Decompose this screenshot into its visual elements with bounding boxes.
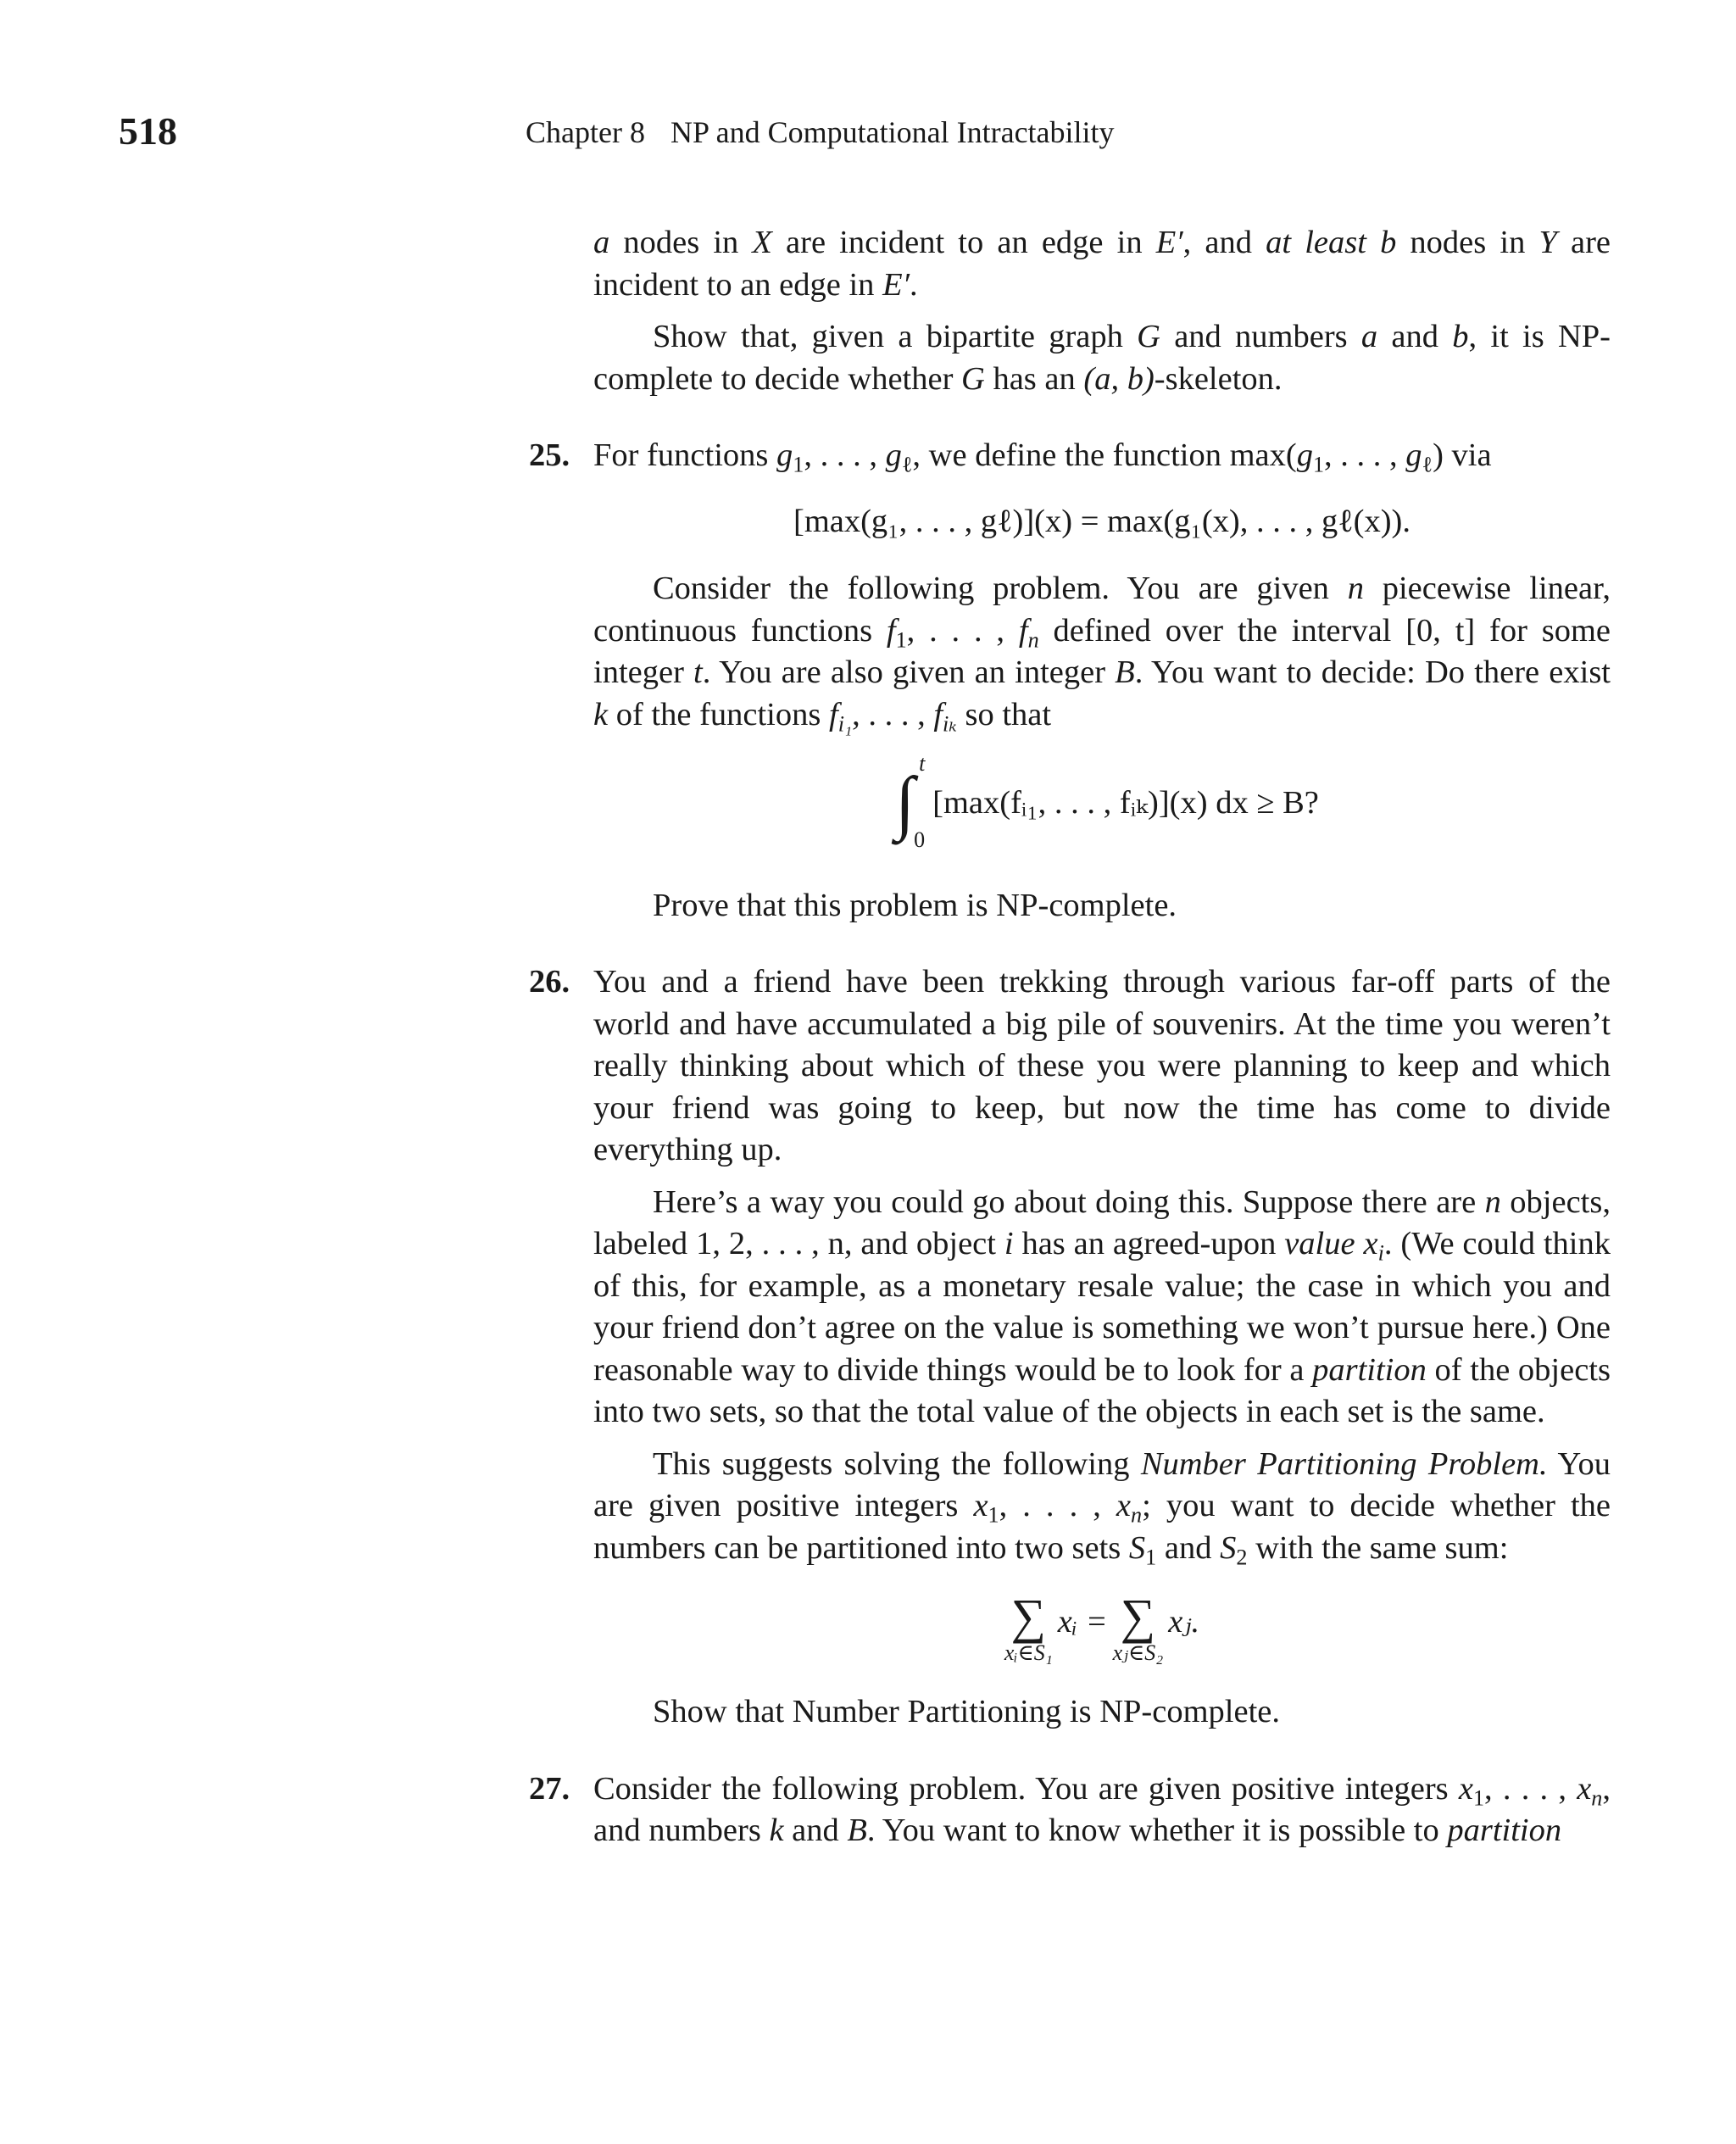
subscript: 1 — [1312, 452, 1325, 477]
text-run: nodes in — [1396, 225, 1539, 260]
var-g: g — [776, 437, 793, 473]
subscript: n — [1131, 1502, 1143, 1528]
text-run: , . . . , — [1324, 437, 1406, 473]
subscript: 1 — [895, 626, 907, 652]
text-run: has an — [984, 360, 1084, 397]
text-run: Show that, given a bipartite graph — [653, 319, 1138, 354]
subscript: 1 — [793, 452, 804, 477]
text-run: , . . . , — [1484, 1770, 1577, 1807]
emphasis-at-least: at least — [1266, 225, 1366, 260]
exercise-26 — [529, 961, 1611, 1734]
subscript: iₖ — [943, 710, 957, 736]
text-run: , . . . , — [906, 612, 1019, 649]
pair-a-b: (a, b) — [1083, 360, 1155, 397]
var-k: k — [593, 696, 609, 732]
text-run: and — [783, 1813, 848, 1848]
text-run: nodes in — [609, 225, 753, 260]
sum-expression — [1004, 1589, 1200, 1666]
text-run: and — [1377, 319, 1453, 354]
text-run: defined over the interval — [1038, 612, 1406, 649]
text-run: , . . . , — [804, 437, 886, 473]
chapter-label: Chapter 8 — [526, 115, 645, 149]
var-B: B — [1115, 654, 1135, 690]
integral-equation — [593, 751, 1611, 860]
text-run: so that — [956, 696, 1052, 732]
exercise-25 — [529, 435, 1611, 927]
emphasis-partition: partition — [1312, 1351, 1427, 1388]
text-run: . You want to know whether it is possible to — [866, 1813, 1448, 1848]
integral-expression — [885, 751, 1319, 852]
continuation-paragraph — [593, 222, 1611, 306]
var-S: S — [1128, 1529, 1146, 1566]
var-X: X — [752, 225, 772, 260]
text-run — [1355, 1226, 1364, 1261]
exercise-25-intro — [593, 435, 1611, 477]
var-a: a — [1360, 319, 1378, 354]
var-S: S — [1220, 1529, 1237, 1566]
text-run: , it is NP-complete to decide whether — [593, 319, 1611, 397]
text-run: Consider the following problem. You are given — [653, 571, 1348, 606]
text-run: are incident to an edge in — [593, 225, 1611, 303]
emphasis-partition: partition — [1447, 1813, 1562, 1848]
page-number: 518 — [119, 109, 177, 153]
text-run: Here’s a way you could go about doing this. Suppose there are — [653, 1183, 1485, 1220]
text-run: for some integer — [593, 612, 1611, 690]
emphasis-number-partitioning: Number Partitioning Problem. — [1140, 1445, 1548, 1482]
text-run: , and numbers — [593, 1770, 1611, 1848]
var-x: x — [1363, 1226, 1378, 1261]
sum-right-index: xⱼ∈S₂ — [1112, 1640, 1164, 1665]
text-run: . You are also given an integer — [702, 654, 1116, 690]
text-run: You are given positive integers — [593, 1445, 1611, 1523]
var-g: g — [1405, 437, 1422, 473]
text-run: ) via — [1433, 437, 1492, 473]
subscript: n — [1591, 1785, 1603, 1810]
text-run: and numbers — [1160, 319, 1361, 354]
text-run: , we define the function max( — [912, 437, 1297, 473]
text-run: , . . . , — [852, 696, 934, 732]
var-n: n — [1347, 571, 1364, 606]
exercise-number: 27. — [529, 1770, 570, 1807]
text-run: For functions — [593, 437, 777, 473]
subscript: n — [1027, 626, 1039, 652]
integral-lower-limit: 0 — [914, 827, 926, 852]
exercise-26-paragraph-2 — [593, 1182, 1611, 1434]
var-f: f — [933, 696, 943, 732]
var-n: n — [1484, 1183, 1501, 1220]
subscript: i₁ — [837, 710, 853, 736]
exercise-25-problem — [593, 568, 1611, 736]
var-x: x — [1577, 1770, 1592, 1807]
max-definition-equation: [max(g₁, . . . , gℓ)](x) = max(g₁(x), . . . , gℓ(x)). — [793, 503, 1410, 539]
var-x: x — [1458, 1770, 1473, 1807]
integral-body: [max(fᵢ₁, . . . , fᵢₖ)](x) dx ≥ B? — [932, 785, 1319, 821]
text-run: . (We could think of this, for example, as a monetary resale value; the case in which you and your friend don’t agree on the value is something we won’t pursue here.) One reasonable way to divide things would be to look for a — [593, 1226, 1611, 1388]
var-g: g — [1296, 437, 1313, 473]
var-x: x — [1116, 1488, 1131, 1523]
text-run: with the same sum: — [1247, 1529, 1509, 1566]
integral-upper-limit: t — [919, 751, 926, 776]
exercise-27-paragraph — [593, 1768, 1611, 1852]
text-run: . You want to decide: Do there exist — [1134, 654, 1611, 690]
exercise-27 — [529, 1768, 1611, 1852]
subscript: 1 — [1145, 1544, 1157, 1569]
text-run: has an agreed-upon — [1013, 1226, 1285, 1261]
text-run: , and object — [843, 1226, 1004, 1261]
sum-left — [1004, 1589, 1053, 1666]
text-run: -skeleton. — [1154, 360, 1283, 397]
exercise-26-task: Show that Number Partitioning is NP-complete. — [653, 1694, 1280, 1729]
skeleton-question-paragraph — [593, 316, 1611, 400]
exercise-26-paragraph-1: You and a friend have been trekking through various far-off parts of the world and have accumulated a big pile of souvenirs. At the time you weren’t really thinking about which of these you were planning to keep and which your friend was going to keep, but now the time has come to divide everything up. — [593, 964, 1611, 1167]
sum-left-index: xᵢ∈S₁ — [1004, 1640, 1053, 1665]
subscript: 1 — [1472, 1785, 1485, 1810]
subscript: 1 — [988, 1502, 999, 1528]
var-x: x — [973, 1488, 988, 1523]
var-g: g — [885, 437, 902, 473]
exercise-25-task: Prove that this problem is NP-complete. — [653, 887, 1177, 923]
emphasis-value: value — [1284, 1226, 1355, 1261]
text-run: , . . . , — [999, 1488, 1116, 1523]
text-run: , and — [1182, 225, 1266, 260]
var-G: G — [961, 360, 985, 397]
text-run — [1366, 225, 1380, 260]
subscript: i — [1377, 1240, 1384, 1266]
text-run: objects, labeled — [593, 1183, 1611, 1261]
page-body — [529, 222, 1611, 1852]
label-list: 1, 2, . . . , n — [696, 1226, 844, 1261]
var-E-prime: E′ — [882, 266, 910, 303]
subscript: ℓ — [1422, 452, 1433, 477]
var-b: b — [1380, 225, 1397, 260]
var-Y: Y — [1538, 225, 1557, 260]
var-k: k — [769, 1813, 784, 1848]
var-B: B — [847, 1813, 867, 1848]
sum-right — [1112, 1589, 1164, 1666]
running-head — [526, 117, 1115, 148]
var-G: G — [1137, 319, 1160, 354]
text-run: Consider the following problem. You are given positive integers — [593, 1770, 1459, 1807]
var-f: f — [886, 612, 896, 649]
var-E-prime: E′ — [1155, 225, 1183, 260]
text-run: of the functions — [608, 696, 829, 732]
sum-left-term: xᵢ = — [1057, 1604, 1108, 1640]
var-a: a — [593, 225, 610, 260]
partition-sum-equation — [593, 1589, 1611, 1666]
sigma-symbol: ∑ — [1010, 1589, 1046, 1644]
text-run: are incident to an edge in — [771, 225, 1156, 260]
exercise-number: 25. — [529, 437, 570, 473]
text-run: of the objects into two sets, so that the total value of the objects in each set is the same. — [593, 1351, 1611, 1429]
var-i: i — [1004, 1226, 1014, 1261]
var-b: b — [1452, 319, 1469, 354]
text-run: This suggests solving the following — [653, 1445, 1141, 1482]
text-run: ; you want to decide whether the numbers can be partitioned into two sets — [593, 1488, 1611, 1566]
exercise-number: 26. — [529, 964, 570, 1000]
exercise-26-paragraph-3 — [593, 1444, 1611, 1570]
subscript: 2 — [1236, 1544, 1248, 1569]
chapter-title: NP and Computational Intractability — [670, 115, 1115, 149]
var-t: t — [693, 654, 703, 690]
interval: [0, t] — [1405, 612, 1476, 649]
sum-right-term: xⱼ. — [1168, 1604, 1200, 1640]
text-run: . — [910, 266, 918, 303]
text-run: and — [1156, 1529, 1221, 1566]
sigma-symbol: ∑ — [1120, 1589, 1156, 1644]
integral-sign: ∫ t 0 — [895, 751, 926, 852]
text-run: piecewise linear, continuous functions — [593, 571, 1611, 649]
subscript: ℓ — [901, 452, 913, 477]
var-f: f — [828, 696, 838, 732]
var-f: f — [1018, 612, 1028, 649]
